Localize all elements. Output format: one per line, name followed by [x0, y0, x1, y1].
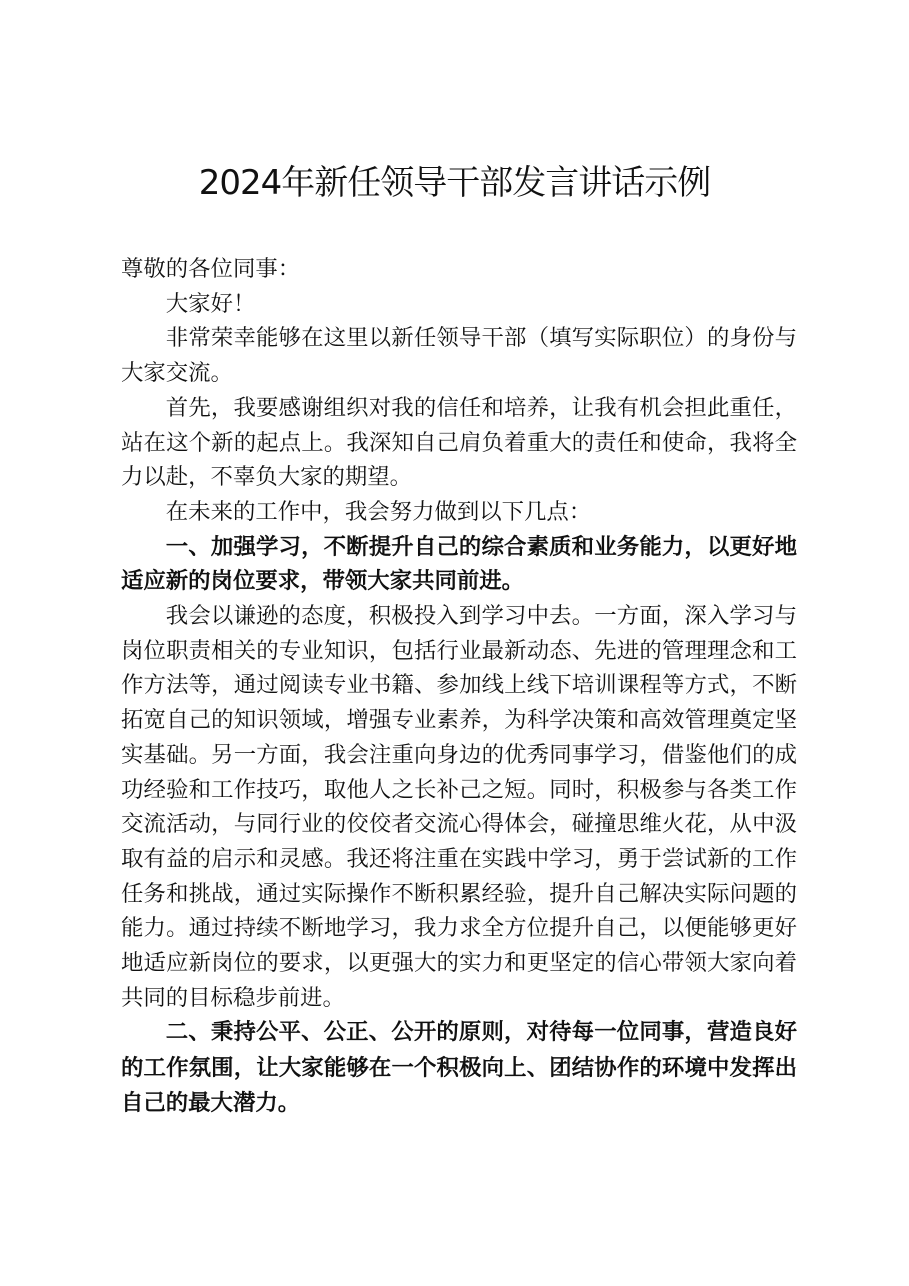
- section-heading-1: 一、加强学习，不断提升自己的综合素质和业务能力，以更好地适应新的岗位要求，带领大家共同前进。: [121, 533, 797, 595]
- section-heading-2: 二、秉持公平、公正、公开的原则，对待每一位同事，营造良好的工作氛围，让大家能够在一个积极向上、团结协作的环境中发挥出自己的最大潜力。: [121, 1019, 797, 1117]
- greeting-paragraph: 大家好！: [165, 290, 256, 317]
- section-1-paragraph: 我会以谦逊的态度，积极投入到学习中去。一方面，深入学习与岗位职责相关的专业知识，包括行业最新动态、先进的管理理念和工作方法等，通过阅读专业书籍、参加线上线下培训课程等方式，不断拓宽自己的知识领域，增强专业素养，为科学决策和高效管理奠定坚实基础。另一方面，我会注重向身边的优秀同事学习，借鉴他们的成功经验和工作技巧，取他人之长补己之短。同时，积极参与各类工作交流活动，与同行业的佼佼者交流心得体会，碰撞思维火花，从中汲取有益的启示和灵感。我还将注重在实践中学习，勇于尝试新的工作任务和挑战，通过实际操作不断积累经验，提升自己解决实际问题的能力。通过持续不断地学习，我力求全方位提升自己，以便能够更好地适应新岗位的要求，以更强大的实力和更坚定的信心带领大家向着共同的目标稳步前进。: [121, 603, 797, 1011]
- salutation: 尊敬的各位同事：: [121, 256, 301, 282]
- plan-intro-paragraph: 在未来的工作中，我会努力做到以下几点：: [165, 498, 592, 525]
- thanks-paragraph: 首先，我要感谢组织对我的信任和培养，让我有机会担此重任，站在这个新的起点上。我深知自己肩负着重大的责任和使命，我将全力以赴，不辜负大家的期望。: [121, 394, 797, 491]
- intro-paragraph: 非常荣幸能够在这里以新任领导干部（填写实际职位）的身份与大家交流。: [121, 325, 797, 387]
- document-body: [121, 252, 797, 1122]
- document-title: 2024年新任领导干部发言讲话示例: [198, 163, 711, 203]
